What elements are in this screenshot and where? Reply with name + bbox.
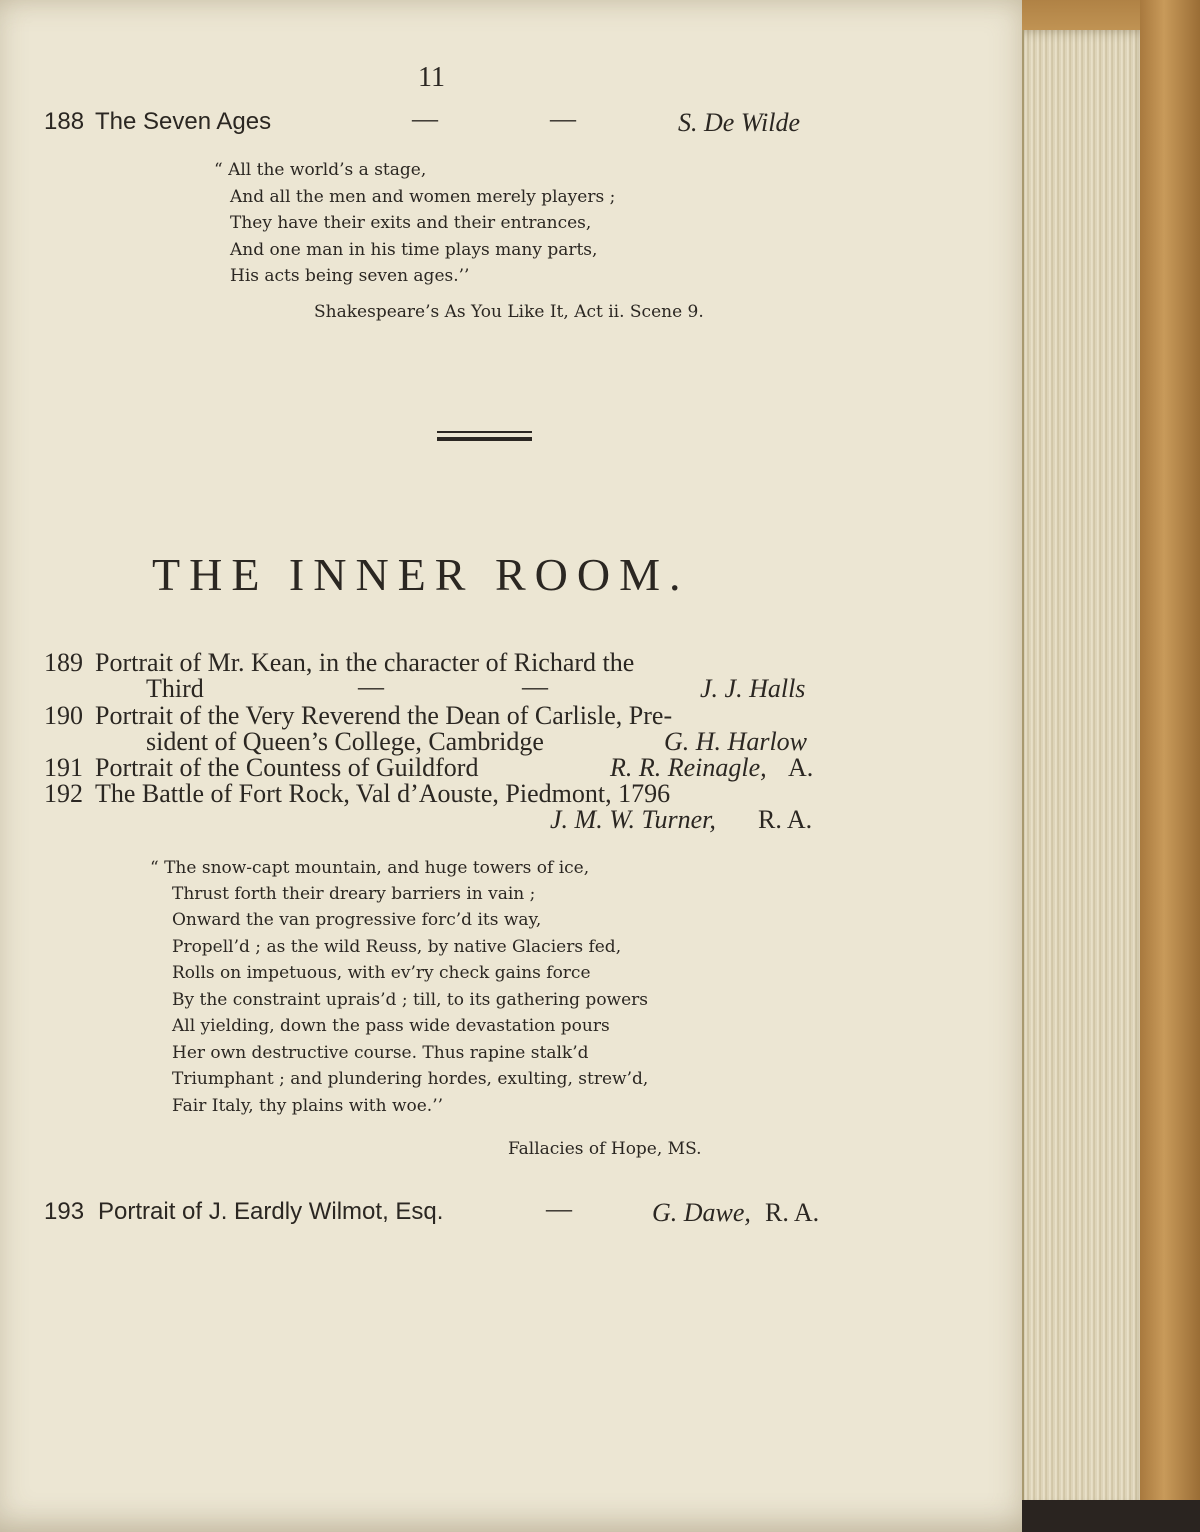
entry-188-title: The Seven Ages xyxy=(95,108,272,135)
entry-191-artist: R. R. Reinagle, xyxy=(610,753,767,782)
entry-190-line-2: sident of Queen’s College, Cambridge xyxy=(146,727,544,756)
entry-190-line-1: Portrait of the Very Reverend the Dean of Carlisle, Pre- xyxy=(95,701,673,730)
entry-192-honorific: R. A. xyxy=(758,805,813,834)
quote-1-line: They have their exits and their entrances, xyxy=(230,213,592,233)
section-divider-thin xyxy=(437,431,532,433)
page-number: 11 xyxy=(418,62,445,93)
entry-189-artist: J. J. Halls xyxy=(700,674,806,703)
entry-192-number: 192 xyxy=(44,779,83,808)
quote-2-attribution: Fallacies of Hope, MS. xyxy=(508,1139,702,1159)
section-divider-thick xyxy=(437,437,532,441)
entry-192-artist: J. M. W. Turner, xyxy=(550,805,716,834)
quote-1-attribution: Shakespeare’s As You Like It, Act ii. Scene 9. xyxy=(314,302,704,322)
entry-189-dash-2: — xyxy=(522,672,548,701)
quote-1-line: And one man in his time plays many parts, xyxy=(230,240,598,260)
quote-2-line: Her own destructive course. Thus rapine stalk’d xyxy=(172,1043,589,1063)
entry-188-artist: S. De Wilde xyxy=(678,108,801,137)
quote-2-line: Onward the van progressive forc’d its way, xyxy=(172,910,542,930)
entry-189-dash-1: — xyxy=(358,672,384,701)
page-edges xyxy=(1022,30,1152,1510)
quote-1-line: His acts being seven ages.’’ xyxy=(230,266,470,286)
section-heading: THE INNER ROOM. xyxy=(152,549,690,600)
book-cover-spine xyxy=(1140,0,1200,1532)
entry-193-artist: G. Dawe, xyxy=(652,1198,751,1227)
entry-193-number: 193 xyxy=(44,1198,85,1225)
quote-1-line: “ All the world’s a stage, xyxy=(214,160,427,180)
entry-190-number: 190 xyxy=(44,701,83,730)
entry-188-dash-2: — xyxy=(550,104,576,133)
quote-2-line: Propell’d ; as the wild Reuss, by native Glaciers fed, xyxy=(172,937,622,957)
entry-189-line-2: Third xyxy=(146,674,204,703)
entry-188-number: 188 xyxy=(44,108,85,135)
quote-2-line: Thrust forth their dreary barriers in vain ; xyxy=(172,884,536,904)
entry-192-title: The Battle of Fort Rock, Val d’Aouste, Piedmont, 1796 xyxy=(95,779,671,808)
entry-189-line-1: Portrait of Mr. Kean, in the character of Richard the xyxy=(95,648,635,677)
entry-191-number: 191 xyxy=(44,753,83,782)
entry-190-artist: G. H. Harlow xyxy=(664,727,808,756)
entry-191-honorific: A. xyxy=(788,753,814,782)
quote-1-line: And all the men and women merely players ; xyxy=(230,187,616,207)
quote-2-line: “ The snow-capt mountain, and huge towers of ice, xyxy=(150,858,590,878)
entry-193-title: Portrait of J. Eardly Wilmot, Esq. xyxy=(98,1198,444,1225)
entry-191-title: Portrait of the Countess of Guildford xyxy=(95,753,479,782)
background-shadow xyxy=(1022,1500,1200,1532)
entry-193-dash: — xyxy=(546,1194,572,1223)
entry-193-honorific: R. A. xyxy=(765,1198,820,1227)
quote-2-line: Fair Italy, thy plains with woe.’’ xyxy=(172,1096,444,1116)
quote-2-line: Triumphant ; and plundering hordes, exulting, strew’d, xyxy=(172,1069,649,1089)
entry-188-dash-1: — xyxy=(412,104,438,133)
quote-2-line: By the constraint uprais’d ; till, to its gathering powers xyxy=(172,990,649,1010)
entry-189-number: 189 xyxy=(44,648,83,677)
quote-2-line: Rolls on impetuous, with ev’ry check gains force xyxy=(172,963,591,983)
quote-2-line: All yielding, down the pass wide devastation pours xyxy=(172,1016,610,1036)
